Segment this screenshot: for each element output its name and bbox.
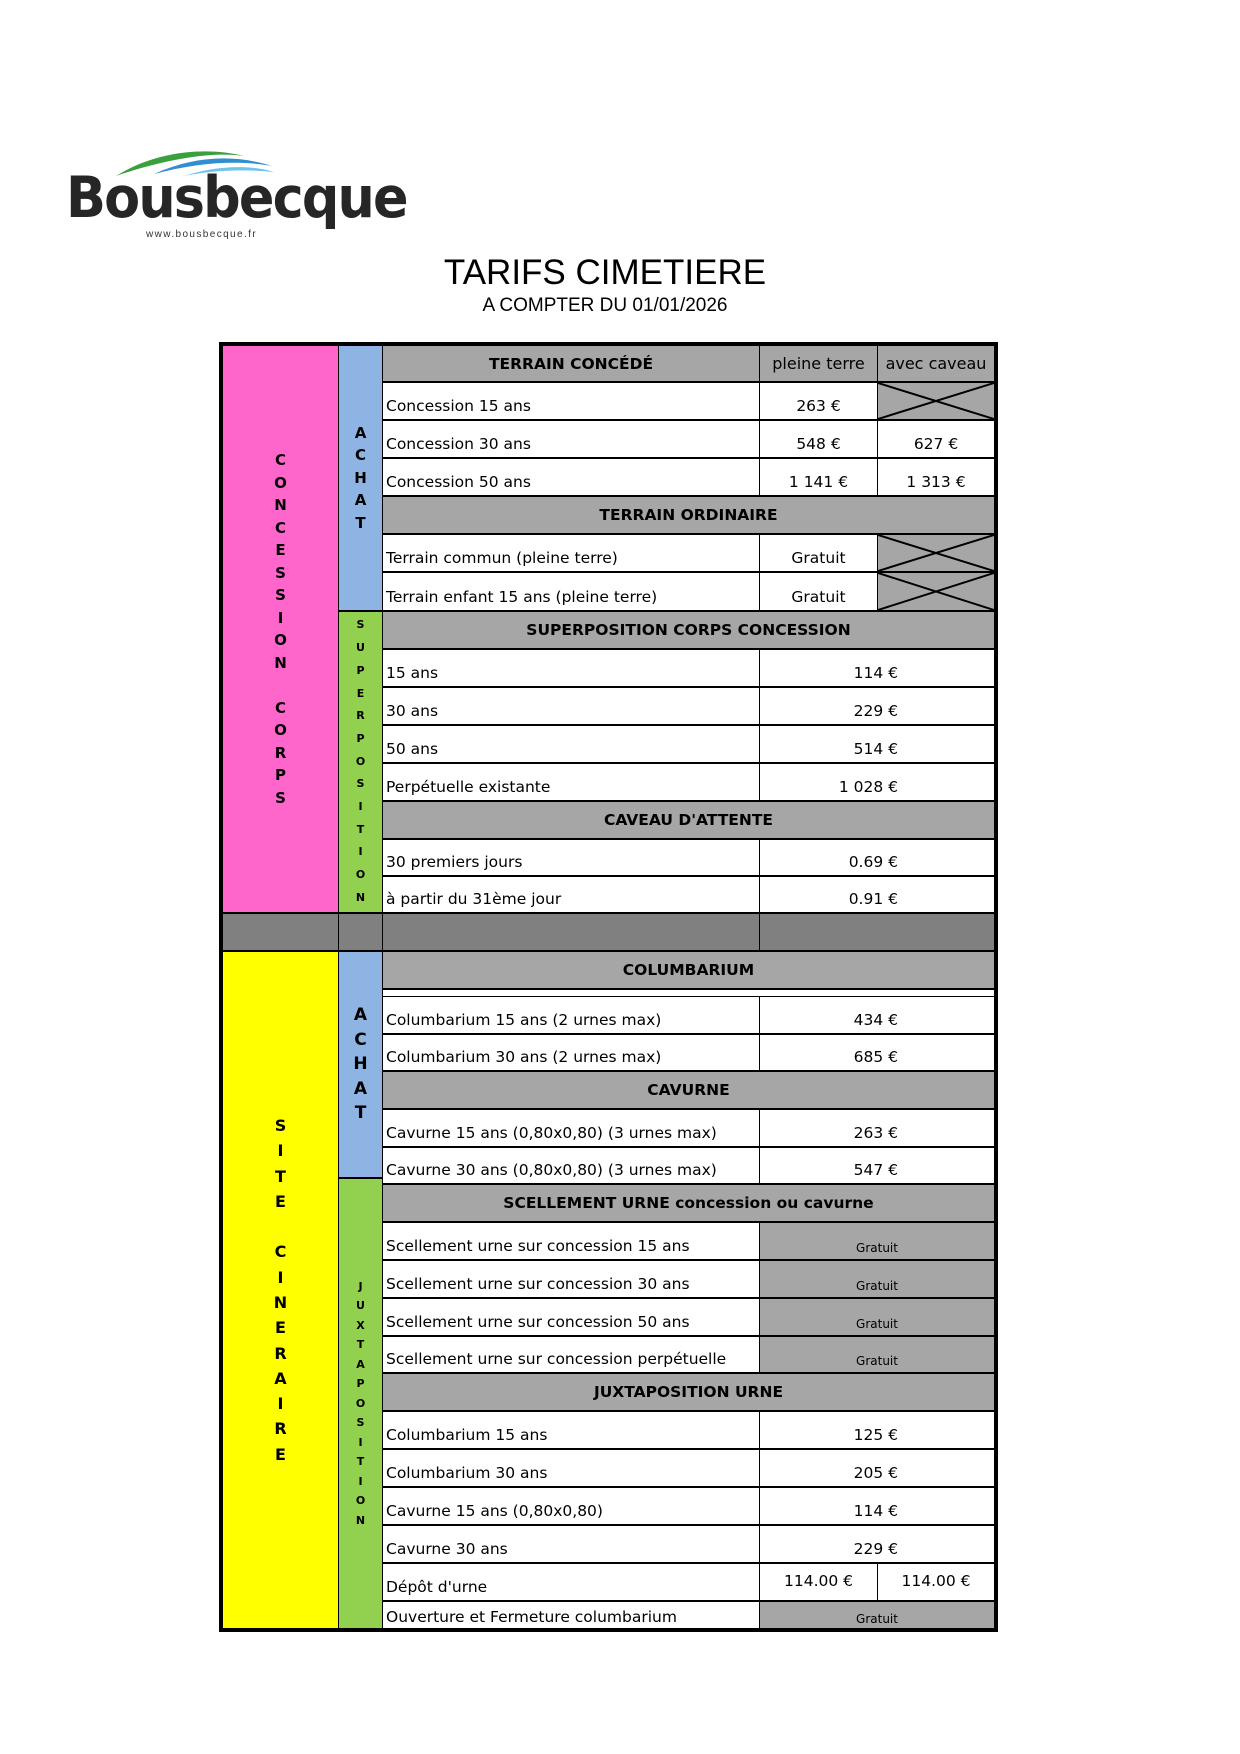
caveau-attente-header: CAVEAU D'ATTENTE	[382, 801, 995, 839]
sidebar-letter: P	[356, 663, 365, 677]
row-value: Gratuit	[759, 1222, 995, 1260]
sidebar-letter: A	[354, 491, 367, 510]
sidebar-letter: I	[358, 800, 363, 814]
row-label: Cavurne 15 ans (0,80x0,80)	[382, 1487, 760, 1525]
sidebar-letter: S	[275, 788, 286, 807]
logo-wordmark: Bousbecque	[66, 165, 407, 231]
sidebar-letter: O	[274, 473, 287, 492]
sidebar-letter: E	[275, 541, 286, 559]
sidebar-letter: I	[277, 608, 284, 627]
tariff-table	[219, 342, 998, 1632]
juxtaposition-header: JUXTAPOSITION URNE	[382, 1373, 995, 1411]
row-label: 30 ans	[382, 687, 760, 725]
row-label: à partir du 31ème jour	[382, 876, 760, 913]
sidebar-letter: A	[353, 1005, 368, 1026]
row-value: 114.00 €	[877, 1563, 995, 1601]
sidebar-letter: C	[274, 698, 286, 717]
cross-icon	[878, 383, 994, 419]
sidebar-letter: S	[356, 618, 365, 632]
sidebar-letter: C	[354, 1029, 367, 1050]
sidebar-letter: P	[274, 766, 286, 784]
row-label: Dépôt d'urne	[382, 1563, 760, 1601]
row-value: 229 €	[759, 687, 995, 725]
row-label: Ouverture et Fermeture columbarium	[382, 1601, 760, 1629]
sidebar-letter: O	[355, 1494, 366, 1508]
sidebar-letter: R	[356, 709, 365, 723]
row-value: 205 €	[759, 1449, 995, 1487]
sidebar-letter: I	[277, 1267, 284, 1287]
sidebar-letter: T	[354, 1103, 367, 1124]
sidebar-letter: T	[275, 1166, 286, 1186]
scellement-header-rest: concession ou cavurne	[669, 1194, 874, 1212]
sidebar-letter: A	[353, 1078, 368, 1099]
row-label: Columbarium 30 ans (2 urnes max)	[382, 1034, 760, 1071]
sidebar-letter: T	[355, 513, 366, 532]
bousbecque-logo	[66, 146, 407, 246]
row-label: Concession 30 ans	[382, 420, 760, 458]
columbarium-header: COLUMBARIUM	[382, 951, 995, 989]
row-label: Columbarium 15 ans (2 urnes max)	[382, 996, 760, 1034]
row-value: 125 €	[759, 1411, 995, 1449]
sidebar-letter: I	[358, 1435, 363, 1449]
sidebar-superposition-label	[356, 614, 365, 909]
sidebar-letter: U	[356, 641, 365, 655]
sidebar-achat-1	[338, 345, 383, 611]
row-value: 685 €	[759, 1034, 995, 1071]
row-value: 229 €	[759, 1525, 995, 1563]
sidebar-letter: J	[358, 1279, 363, 1293]
row-value: Gratuit	[759, 572, 878, 611]
row-value: 547 €	[759, 1147, 995, 1184]
cross-icon	[878, 535, 994, 571]
page-subtitle: A COMPTER DU 01/01/2026	[482, 295, 728, 316]
sidebar-letter: P	[356, 1377, 365, 1391]
row-value: 548 €	[759, 420, 878, 458]
sidebar-letter: E	[275, 1191, 286, 1211]
row-label: Concession 50 ans	[382, 458, 760, 496]
sidebar-site-cineraire	[222, 951, 339, 1629]
sidebar-letter: U	[356, 1299, 365, 1313]
terrain-ordinaire-header: TERRAIN ORDINAIRE	[382, 496, 995, 534]
sidebar-achat-2	[338, 951, 383, 1178]
sidebar-letter: E	[356, 686, 365, 700]
sidebar-letter: O	[274, 631, 287, 649]
row-label: 30 premiers jours	[382, 839, 760, 876]
sidebar-letter: R	[274, 1343, 287, 1363]
sidebar-letter: S	[275, 586, 286, 604]
sidebar-letter: I	[358, 845, 363, 859]
not-applicable-cell	[877, 572, 995, 611]
row-value: 627 €	[877, 420, 995, 458]
separator-cell	[759, 913, 995, 951]
sidebar-letter: A	[354, 423, 367, 442]
row-label: Columbarium 30 ans	[382, 1449, 760, 1487]
page-title: TARIFS CIMETIERE	[443, 253, 767, 292]
row-label: Scellement urne sur concession perpétuelle	[382, 1336, 760, 1373]
row-value: 114 €	[759, 649, 995, 687]
sidebar-letter: C	[274, 1242, 287, 1262]
sidebar-letter	[274, 674, 287, 697]
sidebar-letter: S	[274, 1115, 287, 1135]
sidebar-concession-corps	[222, 345, 339, 913]
separator-cell	[382, 913, 760, 951]
scellement-header-bold: SCELLEMENT URNE	[503, 1194, 670, 1212]
row-label: Scellement urne sur concession 50 ans	[382, 1298, 760, 1336]
sidebar-letter: T	[356, 822, 365, 836]
row-value: Gratuit	[759, 1298, 995, 1336]
sidebar-letter: H	[353, 1054, 368, 1075]
separator-cell	[222, 913, 339, 951]
sidebar-letter: P	[356, 731, 365, 745]
sidebar-letter: T	[356, 1338, 365, 1352]
row-label: Scellement urne sur concession 30 ans	[382, 1260, 760, 1298]
sidebar-juxtaposition-label	[356, 1277, 365, 1531]
row-label: 50 ans	[382, 725, 760, 763]
scellement-header	[382, 1184, 995, 1222]
not-applicable-cell	[877, 534, 995, 572]
sidebar-letter: I	[277, 1141, 284, 1161]
row-value: 434 €	[759, 996, 995, 1034]
sidebar-letter: O	[274, 721, 287, 739]
row-value: 1 313 €	[877, 458, 995, 496]
sidebar-letter: N	[355, 1513, 366, 1527]
row-value: Gratuit	[759, 1260, 995, 1298]
cross-icon	[878, 573, 994, 610]
sidebar-letter	[274, 1214, 287, 1239]
sidebar-letter: N	[274, 653, 287, 672]
row-value: 0.69 €	[759, 839, 995, 876]
row-label: Cavurne 30 ans (0,80x0,80) (3 urnes max)	[382, 1147, 760, 1184]
sidebar-letter: O	[355, 868, 366, 882]
sidebar-achat-2-label	[353, 1003, 367, 1126]
row-label: Terrain enfant 15 ans (pleine terre)	[382, 572, 760, 611]
sidebar-letter: T	[356, 1455, 365, 1469]
not-applicable-cell	[877, 382, 995, 420]
row-label: Cavurne 30 ans	[382, 1525, 760, 1563]
sidebar-letter: E	[275, 1318, 286, 1338]
row-value: Gratuit	[759, 1601, 995, 1629]
sidebar-letter: S	[356, 1416, 365, 1430]
logo-url: www.bousbecque.fr	[146, 229, 258, 240]
row-value: Gratuit	[759, 1336, 995, 1373]
sidebar-letter: O	[355, 1396, 366, 1410]
row-label: Scellement urne sur concession 15 ans	[382, 1222, 760, 1260]
row-value: 0.91 €	[759, 876, 995, 913]
row-label: Concession 15 ans	[382, 382, 760, 420]
sidebar-letter: A	[274, 1368, 287, 1388]
sidebar-letter: A	[356, 1357, 365, 1371]
sidebar-site-cineraire-label	[274, 1113, 287, 1467]
row-label: Columbarium 15 ans	[382, 1411, 760, 1449]
sidebar-letter: E	[275, 1444, 286, 1464]
row-value: 114 €	[759, 1487, 995, 1525]
col-header-pleine-terre: pleine terre	[759, 345, 878, 382]
sidebar-concession-corps-label	[274, 449, 287, 809]
superposition-header: SUPERPOSITION CORPS CONCESSION	[382, 611, 995, 649]
sidebar-letter: S	[275, 563, 286, 582]
row-label: 15 ans	[382, 649, 760, 687]
row-value: 1 028 €	[759, 763, 995, 801]
separator-cell	[338, 913, 383, 951]
sidebar-letter: S	[356, 777, 365, 791]
sidebar-letter: R	[274, 1419, 287, 1439]
terrain-concede-header: TERRAIN CONCÉDÉ	[382, 345, 760, 382]
sidebar-letter: I	[358, 1474, 363, 1488]
sidebar-letter: R	[274, 743, 287, 762]
row-label: Cavurne 15 ans (0,80x0,80) (3 urnes max)	[382, 1109, 760, 1147]
row-value: 263 €	[759, 1109, 995, 1147]
row-label: Terrain commun (pleine terre)	[382, 534, 760, 572]
sidebar-letter: N	[355, 890, 366, 904]
row-value: 1 141 €	[759, 458, 878, 496]
sidebar-letter: I	[277, 1394, 284, 1414]
col-header-avec-caveau: avec caveau	[877, 345, 995, 382]
sidebar-achat-1-label	[354, 422, 367, 535]
sidebar-letter: X	[356, 1318, 365, 1332]
sidebar-letter: C	[274, 518, 286, 537]
row-label: Perpétuelle existante	[382, 763, 760, 801]
sidebar-letter: N	[273, 1293, 288, 1312]
sidebar-juxtaposition	[338, 1178, 383, 1629]
sidebar-letter: H	[354, 468, 367, 487]
sidebar-letter: O	[355, 754, 366, 768]
row-value: 114.00 €	[759, 1563, 878, 1601]
sidebar-letter: C	[274, 451, 286, 469]
row-value: Gratuit	[759, 534, 878, 572]
sidebar-letter: N	[274, 496, 287, 514]
row-value: 263 €	[759, 382, 878, 420]
row-value: 514 €	[759, 725, 995, 763]
sidebar-letter: C	[354, 446, 366, 465]
cavurne-header: CAVURNE	[382, 1071, 995, 1109]
sidebar-superposition	[338, 611, 383, 913]
